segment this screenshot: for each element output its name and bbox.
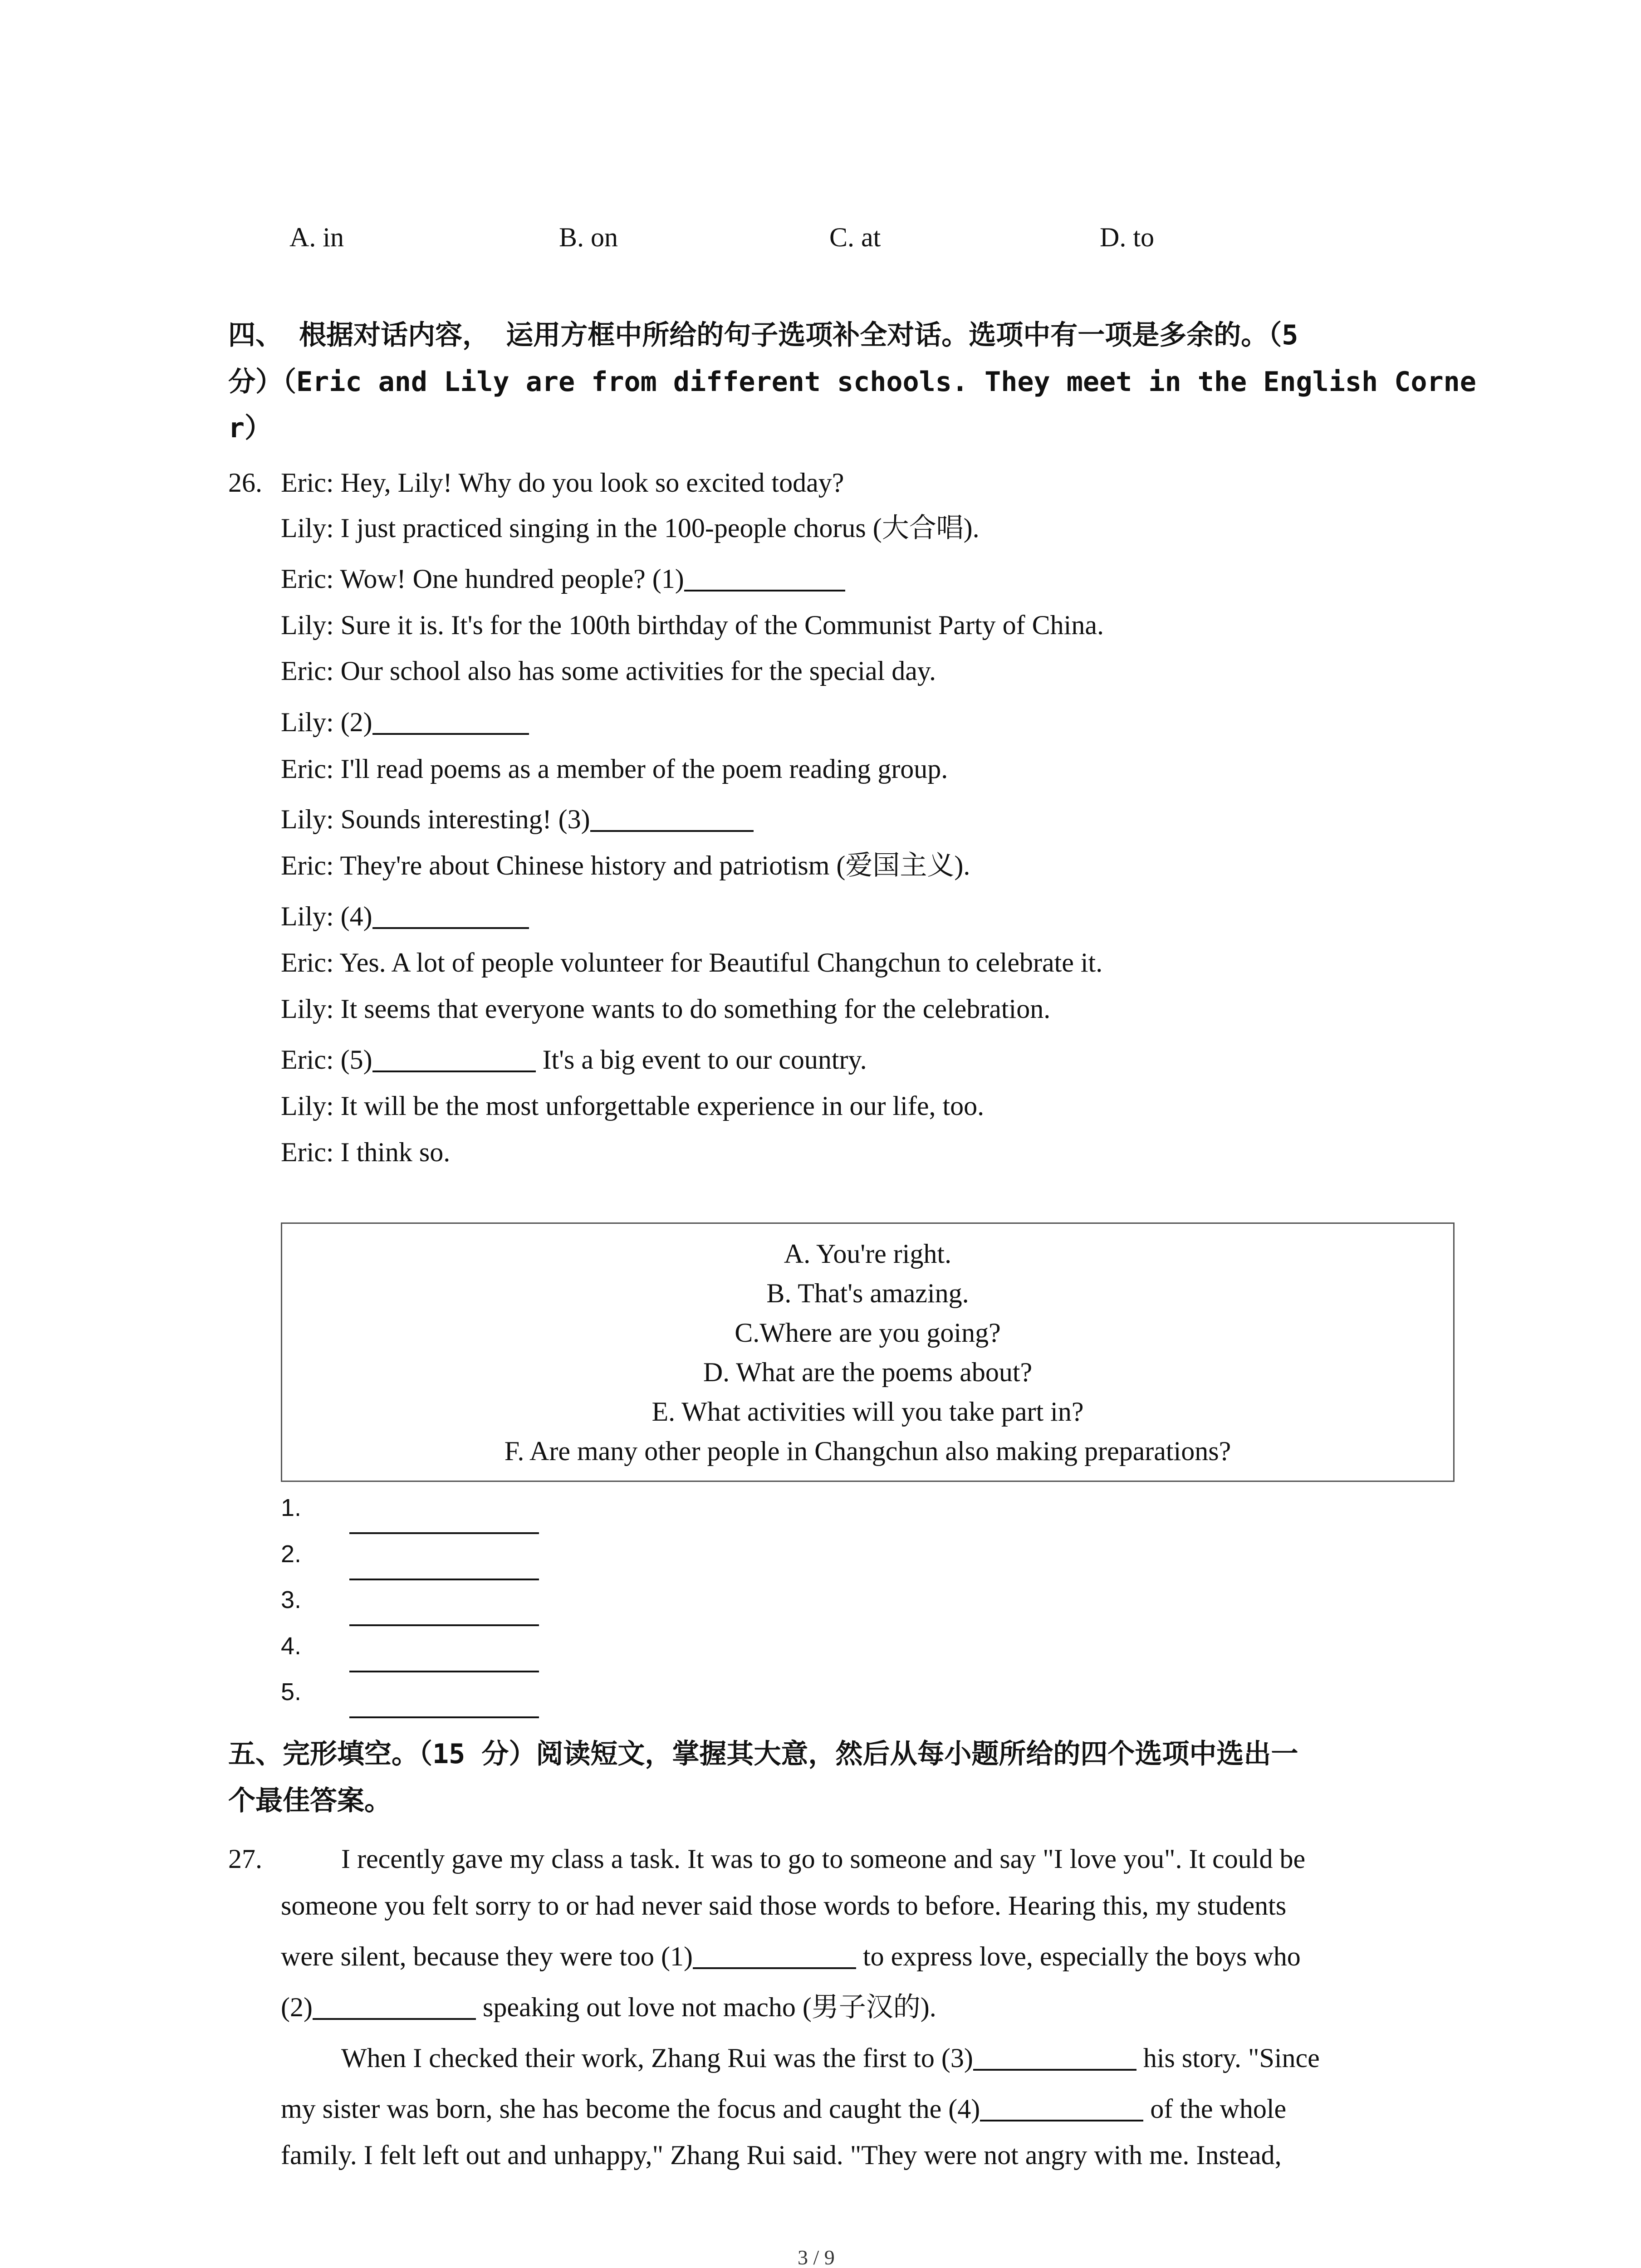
passage-line-2: someone you felt sorry to or had never said those words to before. Hearing this, my students [281, 1891, 1287, 1921]
passage-line-7: family. I felt left out and unhappy," Zhang Rui said. "They were not angry with me. Instead, [281, 2140, 1282, 2170]
dialogue-line-3: Eric: Wow! One hundred people? (1) [281, 565, 845, 592]
blank-5[interactable] [372, 1047, 536, 1072]
dialogue-line-14: Lily: It will be the most unforgettable experience in our life, too. [281, 1091, 985, 1121]
section4-title-line2: 分）（Eric and Lily are from different schools. They meet in the English Corne [228, 366, 1476, 398]
box-option-a: A. You're right. [784, 1239, 952, 1269]
dialogue-line-1: Eric: Hey, Lily! Why do you look so excited today? [281, 468, 844, 498]
dialogue-line-4: Lily: Sure it is. It's for the 100th birthday of the Communist Party of China. [281, 610, 1104, 640]
passage-blank-2[interactable] [313, 1994, 476, 2020]
dialogue-line-13: Eric: (5) It's a big event to our country. [281, 1045, 867, 1075]
box-option-b: B. That's amazing. [766, 1278, 969, 1308]
question-number-27: 27. [228, 1844, 262, 1874]
blank-1[interactable] [684, 566, 845, 591]
dialogue-line-2: Lily: I just practiced singing in the 100-people chorus (大合唱). [281, 513, 980, 543]
section4-title-line1: 四、 根据对话内容， 运用方框中所给的句子选项补全对话。选项中有一项是多余的。（5 [228, 319, 1298, 351]
box-option-d: D. What are the poems about? [703, 1357, 1033, 1387]
blank-2[interactable] [372, 709, 529, 735]
passage-line-6: my sister was born, she has become the focus and caught the (4) of the whole [281, 2094, 1287, 2124]
dialogue-line-11: Eric: Yes. A lot of people volunteer for Beautiful Changchun to celebrate it. [281, 948, 1103, 978]
options-box [281, 1222, 1455, 1482]
dialogue-line-12: Lily: It seems that everyone wants to do something for the celebration. [281, 994, 1051, 1024]
passage-line-5: When I checked their work, Zhang Rui was the first to (3) his story. "Since [341, 2043, 1320, 2073]
answer-line-3[interactable] [349, 1624, 539, 1626]
blank-4[interactable] [372, 904, 529, 929]
passage-line-4: (2) speaking out love not macho (男子汉的). [281, 1992, 936, 2022]
answer-number-5: 5. [281, 1678, 302, 1706]
dialogue-line-5: Eric: Our school also has some activities for the special day. [281, 656, 936, 686]
prev-option-d: D. to [1100, 222, 1154, 252]
prev-option-a: A. in [289, 222, 344, 252]
question-number-26: 26. [228, 468, 262, 498]
section5-title-line1: 五、完形填空。（15 分）阅读短文，掌握其大意，然后从每小题所给的四个选项中选出一 [228, 1738, 1298, 1770]
dialogue-line-6: Lily: (2) [281, 709, 529, 736]
answer-number-1: 1. [281, 1494, 302, 1521]
dialogue-line-9: Eric: They're about Chinese history and patriotism (爱国主义). [281, 850, 970, 880]
blank-3[interactable] [590, 807, 754, 832]
passage-line-3: were silent, because they were too (1) to express love, especially the boys who [281, 1941, 1301, 1971]
dialogue-line-7: Eric: I'll read poems as a member of the poem reading group. [281, 754, 948, 784]
answer-number-3: 3. [281, 1586, 302, 1613]
answer-line-1[interactable] [349, 1532, 539, 1534]
answer-line-5[interactable] [349, 1716, 539, 1718]
dialogue-line-10: Lily: (4) [281, 903, 529, 930]
answer-line-4[interactable] [349, 1671, 539, 1672]
passage-line-1: I recently gave my class a task. It was to go to someone and say "I love you". It could be [341, 1844, 1306, 1874]
answer-number-4: 4. [281, 1633, 302, 1660]
passage-blank-1[interactable] [693, 1944, 856, 1969]
prev-option-c: C. at [829, 222, 881, 252]
box-option-f: F. Are many other people in Changchun also making preparations? [504, 1436, 1231, 1466]
dialogue-line-8: Lily: Sounds interesting! (3) [281, 806, 754, 833]
section5-title-line2: 个最佳答案。 [228, 1785, 392, 1817]
answer-line-2[interactable] [349, 1579, 539, 1580]
page-number: 3 / 9 [798, 2246, 835, 2268]
passage-blank-3[interactable] [973, 2045, 1136, 2071]
prev-option-b: B. on [559, 222, 618, 252]
dialogue-line-15: Eric: I think so. [281, 1137, 451, 1167]
box-option-c: C.Where are you going? [735, 1318, 1001, 1348]
passage-blank-4[interactable] [980, 2096, 1143, 2121]
box-option-e: E. What activities will you take part in? [652, 1397, 1084, 1427]
section4-title-line3: r） [228, 412, 272, 444]
answer-number-2: 2. [281, 1540, 302, 1568]
